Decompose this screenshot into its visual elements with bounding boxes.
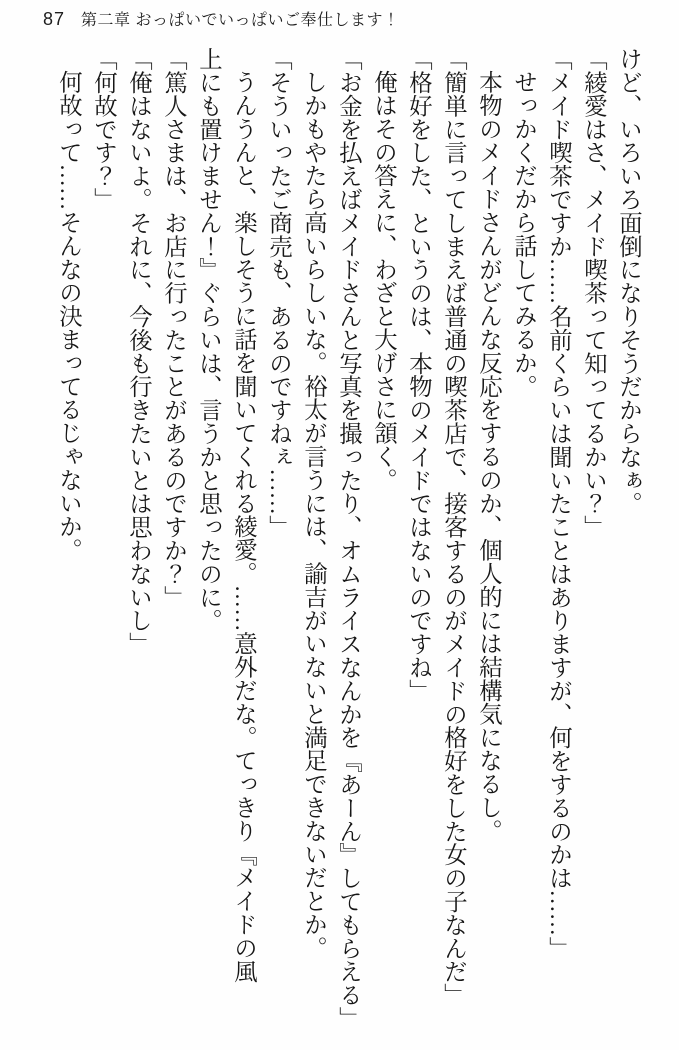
text-line: せっかくだから話してみるか。	[510, 70, 536, 398]
page-header	[43, 7, 399, 30]
text-line: 「メイド喫茶ですか……名前くらいは聞いたことはありますが、何をするのかは……」	[545, 47, 571, 960]
text-line: 「簡単に言ってしまえば普通の喫茶店で、接客するのがメイドの格好をした女の子なんだ」	[440, 47, 466, 1007]
text-line: 「お金を払えばメイドさんと写真を撮ったり、オムライスなんかを『あーん』してもらえる」	[335, 47, 361, 1030]
text-line: 「格好をした、というのは、本物のメイドではないのですね」	[405, 47, 431, 703]
text-line: 「そういったご商売も、あるのですねぇ……」	[265, 47, 291, 539]
text-line: 「綾愛はさ、メイド喫茶って知ってるかい？」	[580, 47, 606, 539]
text-line: 「何故です？」	[90, 47, 116, 211]
text-line: 上にも置けません！』ぐらいは、言うかと思ったのに。	[195, 47, 221, 632]
page-text	[50, 47, 645, 1045]
text-line: 「篤人さまは、お店に行ったことがあるのですか？」	[160, 47, 186, 609]
text-line: けど、いろいろ面倒になりそうだからなぁ。	[615, 47, 641, 515]
text-line: 俺はその答えに、わざと大げさに頷く。	[370, 70, 396, 492]
text-line: しかもやたら高いらしいな。裕太が言うには、諭吉がいないと満足できないだとか。	[300, 70, 326, 960]
page-number: 87	[43, 9, 66, 29]
text-line: 「俺はないよ。それに、今後も行きたいとは思わないし」	[125, 47, 151, 656]
chapter-title: 第二章 おっぱいでいっぱいご奉仕します！	[81, 12, 400, 29]
text-line: 何故って……そんなの決まってるじゃないか。	[55, 70, 81, 562]
text-line: うんうんと、楽しそうに話を聞いてくれる綾愛。……意外だな。てっきり『メイドの風	[230, 70, 256, 983]
text-line: 本物のメイドさんがどんな反応をするのか、個人的には結構気になるし。	[475, 70, 501, 843]
